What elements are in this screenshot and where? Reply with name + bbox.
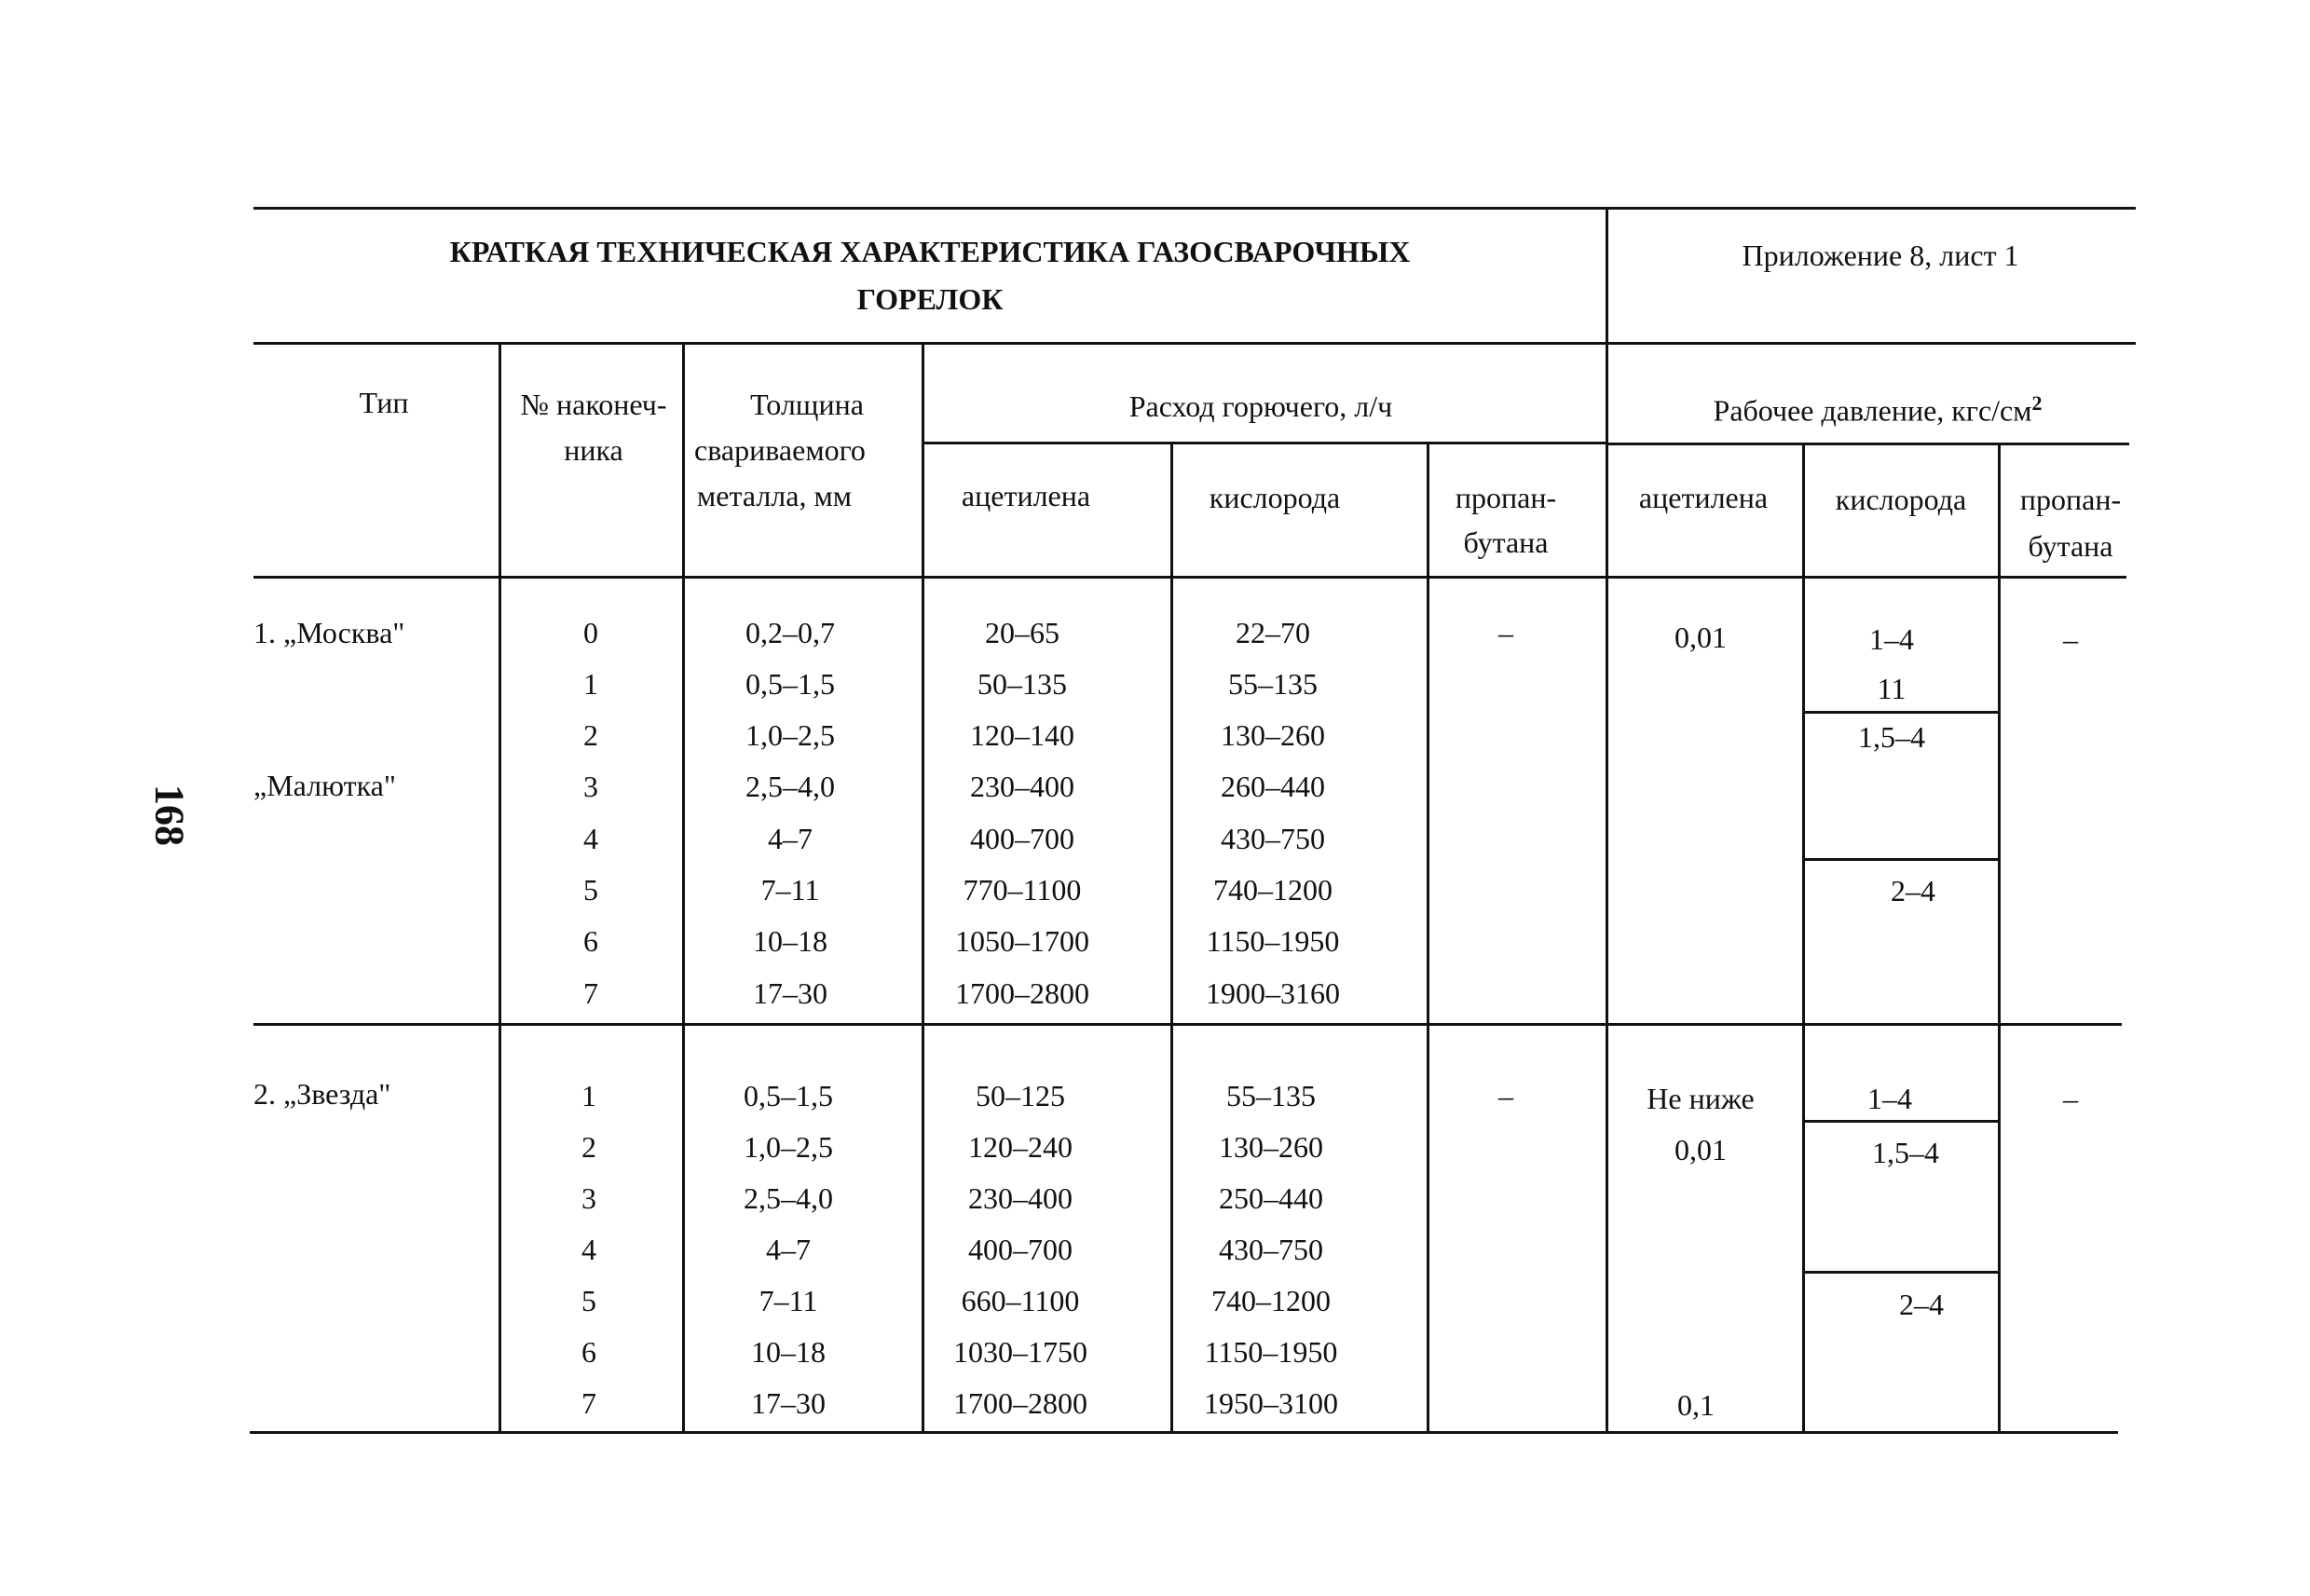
subheader-rule-consumption (923, 442, 1607, 444)
cell-acetylene: 50–125 (976, 1079, 1065, 1112)
cell-thickness: 17–30 (751, 1386, 826, 1420)
cell-tip: 7 (581, 1386, 596, 1420)
cell-oxygen: 55–135 (1228, 667, 1318, 701)
oxygen-cell-rule (1803, 858, 1999, 861)
table-title-line1: КРАТКАЯ ТЕХНИЧЕСКАЯ ХАРАКТЕРИСТИКА ГАЗОСВАРОЧНЫХ (449, 235, 1411, 268)
column-rule (682, 342, 685, 1432)
cell-propane-consumption: – (1498, 1079, 1513, 1112)
cell-acetylene: 1030–1750 (953, 1335, 1087, 1369)
cell-thickness: 2,5–4,0 (745, 770, 835, 803)
cell-oxygen: 1900–3160 (1206, 976, 1340, 1010)
cell-acetylene: 120–140 (970, 718, 1074, 752)
oxygen-cell-rule (1803, 1120, 1999, 1123)
header-pressure-text: Рабочее давление, кгс/см (1713, 393, 2032, 428)
cell-tip: 4 (583, 822, 598, 855)
table-bottom-rule (250, 1431, 2118, 1434)
cell-thickness: 4–7 (768, 822, 813, 855)
cell-acetylene: 770–1100 (963, 873, 1082, 907)
cell-thickness: 0,2–0,7 (745, 616, 835, 649)
cell-oxygen: 740–1200 (1211, 1284, 1331, 1317)
cell-oxygen: 1950–3100 (1204, 1386, 1338, 1420)
header-consumption: Расход горючего, л/ч (1128, 389, 1393, 423)
column-rule (922, 342, 924, 1432)
cell-tip: 5 (583, 873, 598, 907)
subheader-p-oxygen: кислорода (1835, 483, 1967, 516)
cell-tip: 1 (581, 1079, 596, 1112)
cell-thickness: 4–7 (766, 1233, 811, 1266)
column-rule (1802, 443, 1805, 1432)
burner-type-malyutka: „Малютка" (253, 769, 396, 802)
cell-tip: 2 (581, 1130, 596, 1164)
subheader-oxygen: кислорода (1209, 481, 1341, 514)
cell-pressure-oxygen: 11 (1877, 672, 1907, 705)
cell-acetylene: 1700–2800 (953, 1386, 1087, 1420)
header-tip-number: ника (564, 433, 623, 467)
table-top-rule (253, 207, 2136, 210)
subheader-rule-pressure (1607, 443, 2129, 445)
cell-thickness: 7–11 (759, 1284, 818, 1317)
group-divider-rule (253, 1023, 2122, 1026)
cell-pressure-acetylene: 0,1 (1677, 1388, 1715, 1422)
subheader-propane: пропан- (1455, 481, 1557, 514)
header-pressure-sup: 2 (2031, 391, 2043, 415)
cell-pressure-oxygen: 2–4 (1899, 1288, 1944, 1321)
title-bottom-rule (253, 342, 2136, 345)
cell-tip: 5 (581, 1284, 596, 1317)
cell-acetylene: 1700–2800 (955, 976, 1089, 1010)
cell-tip: 6 (583, 924, 598, 958)
cell-tip: 4 (581, 1233, 596, 1266)
column-rule (1606, 207, 1608, 1432)
table-title-line2: ГОРЕЛОК (856, 282, 1004, 316)
cell-pressure-acetylene: 0,01 (1674, 621, 1727, 654)
cell-propane-consumption: – (1498, 616, 1513, 649)
appendix-label: Приложение 8, лист 1 (1742, 239, 2019, 272)
cell-oxygen: 740–1200 (1213, 873, 1333, 907)
cell-pressure-oxygen: 2–4 (1891, 874, 1935, 907)
cell-oxygen: 1150–1950 (1206, 924, 1340, 958)
oxygen-cell-rule (1803, 711, 1999, 714)
cell-acetylene: 50–135 (977, 667, 1067, 701)
cell-acetylene: 1050–1700 (955, 924, 1089, 958)
cell-oxygen: 430–750 (1219, 1233, 1323, 1266)
burner-type-moskva: 1. „Москва" (253, 616, 405, 649)
cell-acetylene: 230–400 (968, 1181, 1073, 1215)
cell-tip: 2 (583, 718, 598, 752)
cell-tip: 1 (583, 667, 598, 701)
header-thickness: свариваемого (694, 433, 866, 467)
page-number: 168 (146, 784, 193, 846)
cell-thickness: 7–11 (760, 873, 820, 907)
cell-acetylene: 660–1100 (961, 1284, 1080, 1317)
cell-oxygen: 22–70 (1236, 616, 1310, 649)
cell-oxygen: 130–260 (1219, 1130, 1323, 1164)
cell-thickness: 17–30 (753, 976, 827, 1010)
subheader-p-propane: бутана (2028, 529, 2113, 563)
cell-tip: 3 (581, 1181, 596, 1215)
cell-tip: 3 (583, 770, 598, 803)
cell-pressure-oxygen: 1,5–4 (1872, 1136, 1939, 1169)
cell-thickness: 10–18 (751, 1335, 826, 1369)
cell-oxygen: 250–440 (1219, 1181, 1323, 1215)
subheader-acetylene: ацетилена (961, 479, 1091, 512)
cell-pressure-propane: – (2063, 622, 2078, 656)
cell-oxygen: 1150–1950 (1204, 1335, 1338, 1369)
cell-thickness: 10–18 (753, 924, 827, 958)
cell-acetylene: 120–240 (968, 1130, 1073, 1164)
cell-oxygen: 260–440 (1221, 770, 1325, 803)
cell-acetylene: 230–400 (970, 770, 1074, 803)
cell-oxygen: 130–260 (1221, 718, 1325, 752)
subheader-p-acetylene: ацетилена (1638, 481, 1769, 514)
column-rule (1427, 442, 1429, 1432)
cell-tip: 0 (583, 616, 598, 649)
cell-thickness: 2,5–4,0 (744, 1181, 833, 1215)
header-thickness: Толщина (750, 388, 864, 421)
header-pressure (1714, 393, 2043, 426)
cell-pressure-oxygen: 1,5–4 (1858, 720, 1925, 754)
cell-pressure-oxygen: 1–4 (1867, 1082, 1912, 1115)
cell-acetylene: 400–700 (968, 1233, 1073, 1266)
header-tip-number: № наконеч- (520, 388, 667, 421)
cell-pressure-propane: – (2063, 1082, 2078, 1115)
cell-thickness: 1,0–2,5 (744, 1130, 833, 1164)
cell-tip: 7 (583, 976, 598, 1010)
cell-acetylene: 400–700 (970, 822, 1074, 855)
column-rule (499, 342, 501, 1432)
cell-thickness: 0,5–1,5 (744, 1079, 833, 1112)
burner-type-zvezda: 2. „Звезда" (253, 1077, 391, 1111)
oxygen-cell-rule (1803, 1271, 1999, 1274)
cell-thickness: 1,0–2,5 (745, 718, 835, 752)
cell-oxygen: 55–135 (1226, 1079, 1316, 1112)
cell-oxygen: 430–750 (1221, 822, 1325, 855)
cell-acetylene: 20–65 (985, 616, 1059, 649)
cell-tip: 6 (581, 1335, 596, 1369)
cell-pressure-acetylene: 0,01 (1674, 1133, 1727, 1166)
column-rule (1170, 442, 1173, 1432)
cell-pressure-acetylene: Не ниже (1647, 1082, 1755, 1115)
header-thickness: металла, мм (697, 479, 852, 512)
cell-thickness: 0,5–1,5 (745, 667, 835, 701)
header-type: Тип (359, 386, 409, 419)
header-bottom-rule (253, 576, 2126, 579)
subheader-p-propane: пропан- (2019, 483, 2122, 516)
cell-pressure-oxygen: 1–4 (1869, 622, 1914, 656)
column-rule (1998, 443, 2001, 1432)
subheader-propane: бутана (1463, 525, 1549, 559)
